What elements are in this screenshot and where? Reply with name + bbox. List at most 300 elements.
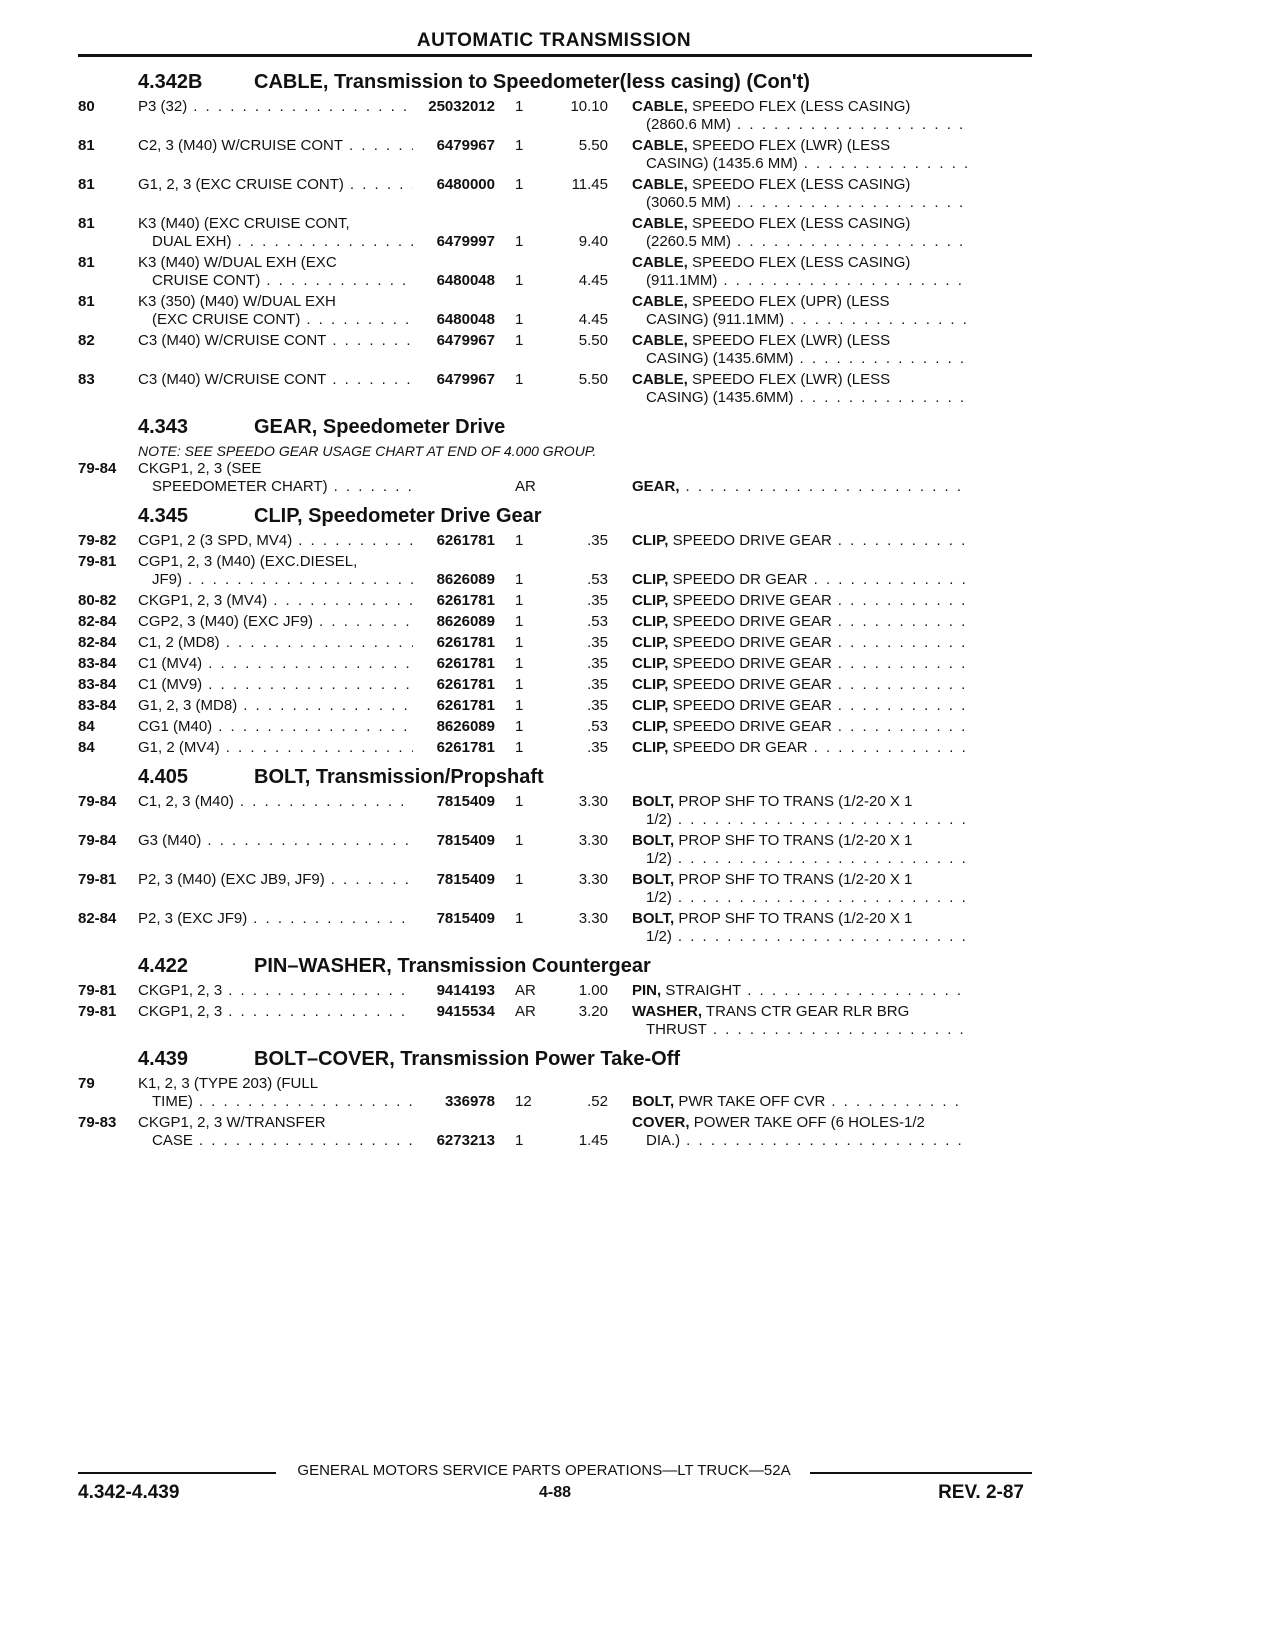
description [608, 155, 968, 173]
description-line [632, 371, 968, 389]
description-text [632, 332, 890, 350]
dot-leader [182, 571, 413, 589]
part-number [413, 478, 495, 496]
application-line [138, 460, 413, 478]
description-text [632, 910, 912, 928]
dot-leader [672, 889, 968, 907]
description-body: SPEEDO DRIVE GEAR [672, 613, 832, 630]
application [138, 718, 413, 736]
model-year: 81 [78, 137, 95, 154]
application-line [138, 215, 413, 233]
application-text: G1, 2, 3 (MD8) [138, 697, 238, 714]
application [138, 850, 413, 868]
description-keyword: CABLE, [632, 98, 688, 115]
description-body: PROP SHF TO TRANS (1/2-20 X 1 [678, 832, 913, 849]
part-number [413, 293, 495, 311]
application-line [138, 332, 413, 350]
quantity: 1 [515, 311, 524, 328]
application [138, 215, 413, 233]
quantity: 1 [515, 910, 524, 927]
description-keyword: COVER, [632, 1114, 690, 1131]
part-row-line [78, 137, 1038, 155]
application-text: G1, 2 (MV4) [138, 739, 220, 756]
model-year: 84 [78, 739, 95, 756]
description-body: SPEEDO DR GEAR [672, 739, 808, 756]
price: 4.45 [578, 272, 608, 289]
quantity [495, 1021, 543, 1039]
description [608, 176, 968, 194]
quantity: 1 [515, 532, 524, 549]
application [138, 155, 413, 173]
model-year [78, 1021, 138, 1039]
application-text: CGP2, 3 (M40) (EXC JF9) [138, 613, 314, 630]
application-text: JF9) [152, 571, 182, 588]
part-number: 8626089 [436, 718, 495, 735]
section-note: NOTE: SEE SPEEDO GEAR USAGE CHART AT END OF 4.000 GROUP. [138, 443, 597, 459]
dot-leader [234, 793, 413, 811]
model-year [78, 811, 138, 829]
dot-leader [193, 1093, 413, 1111]
revision-label: REV. 2-87 [938, 1482, 1024, 1503]
application [138, 571, 413, 589]
description-line [632, 233, 968, 251]
description [608, 254, 968, 272]
application-line [138, 982, 413, 1000]
application-text: C3 (M40) W/CRUISE CONT [138, 332, 327, 349]
dot-leader [326, 371, 413, 389]
section-number: 4.439 [138, 1048, 189, 1070]
description [608, 982, 968, 1000]
dot-leader [784, 311, 968, 329]
section-heading [78, 1047, 1038, 1071]
description-text [632, 254, 910, 272]
description-text [632, 571, 808, 589]
model-year: 80-82 [78, 592, 117, 609]
description-body: CASING) (1435.6 MM) [646, 155, 798, 172]
footer-rule-right [810, 1472, 1032, 1474]
part-row-line [78, 889, 1038, 907]
part-row-line [78, 98, 1038, 116]
application-line [138, 553, 413, 571]
description-body: THRUST [646, 1021, 707, 1038]
description-line [632, 889, 968, 907]
quantity [495, 928, 543, 946]
description-text [646, 811, 672, 829]
application [138, 1093, 413, 1111]
application-text: C2, 3 (M40) W/CRUISE CONT [138, 137, 344, 154]
quantity [495, 1075, 543, 1093]
description-body: (2260.5 MM) [646, 233, 732, 250]
description-line [632, 634, 968, 652]
description-line [632, 98, 968, 116]
application-text: C1, 2, 3 (M40) [138, 793, 234, 810]
quantity [495, 460, 543, 478]
model-year: 83-84 [78, 697, 117, 714]
description-text [632, 592, 832, 610]
description-text [646, 1132, 680, 1150]
description-text [632, 1114, 925, 1132]
part-row-line [78, 272, 1038, 290]
description-keyword: CLIP, [632, 634, 669, 651]
dot-leader [794, 350, 968, 368]
description [608, 928, 968, 946]
section-number: 4.342B [138, 71, 203, 93]
description-line [632, 254, 968, 272]
application-text: K3 (M40) (EXC CRUISE CONT, [138, 215, 350, 232]
application [138, 676, 413, 694]
application [138, 793, 413, 811]
application [138, 1075, 413, 1093]
application-line [138, 98, 413, 116]
part-number [413, 553, 495, 571]
application [138, 311, 413, 329]
price: 5.50 [578, 137, 608, 154]
description [608, 739, 968, 757]
application [138, 634, 413, 652]
description-body: PWR TAKE OFF CVR [678, 1093, 826, 1110]
part-row-line [78, 332, 1038, 350]
model-year: 81 [78, 293, 95, 310]
description-body: SPEEDO DRIVE GEAR [672, 697, 832, 714]
quantity: AR [515, 1003, 536, 1020]
dot-leader [794, 389, 968, 407]
dot-leader [672, 811, 968, 829]
part-number [413, 116, 495, 134]
quantity [495, 1114, 543, 1132]
dot-leader [808, 739, 968, 757]
description [608, 1021, 968, 1039]
part-number: 6479997 [436, 233, 495, 250]
application-text: C1 (MV4) [138, 655, 203, 672]
description-text [632, 613, 832, 631]
description-body: SPEEDO DRIVE GEAR [672, 532, 832, 549]
price [543, 478, 608, 496]
application-line [138, 697, 413, 715]
price: 5.50 [578, 332, 608, 349]
part-row-line [78, 850, 1038, 868]
price: .35 [587, 634, 608, 651]
description-body: PROP SHF TO TRANS (1/2-20 X 1 [678, 871, 913, 888]
application-text: CGP1, 2, 3 (M40) (EXC.DIESEL, [138, 553, 358, 570]
application-text: CRUISE CONT) [152, 272, 261, 289]
application [138, 592, 413, 610]
dot-leader [798, 155, 968, 173]
dot-leader [672, 928, 968, 946]
page-title: AUTOMATIC TRANSMISSION [416, 30, 692, 51]
dot-leader [222, 1003, 413, 1021]
price [543, 215, 608, 233]
application-text: C1, 2 (MD8) [138, 634, 220, 651]
description [608, 592, 968, 610]
description-body: 1/2) [646, 889, 672, 906]
part-row-line [78, 254, 1038, 272]
description-text [646, 889, 672, 907]
description-body: DIA.) [646, 1132, 681, 1149]
part-row-line [78, 592, 1038, 610]
description-line [632, 850, 968, 868]
application [138, 982, 413, 1000]
section-title: PIN–WASHER, Transmission Countergear [254, 955, 651, 977]
dot-leader [741, 982, 968, 1000]
description-keyword: BOLT, [632, 832, 675, 849]
part-row-line [78, 553, 1038, 571]
application-text: K1, 2, 3 (TYPE 203) (FULL [138, 1075, 319, 1092]
description-line [632, 613, 968, 631]
description-body: SPEEDO FLEX (LWR) (LESS [692, 332, 891, 349]
part-number: 9415534 [436, 1003, 495, 1020]
part-number [413, 194, 495, 212]
quantity: 1 [515, 871, 524, 888]
dot-leader [260, 272, 413, 290]
description [608, 137, 968, 155]
price: 3.30 [578, 910, 608, 927]
description-line [632, 1003, 968, 1021]
description-text [632, 982, 741, 1000]
application-text: CG1 (M40) [138, 718, 213, 735]
price [543, 293, 608, 311]
description-line [632, 137, 968, 155]
description [608, 571, 968, 589]
price [543, 850, 608, 868]
model-year [78, 571, 138, 589]
description-line [632, 697, 968, 715]
application-line [138, 676, 413, 694]
description [608, 553, 968, 571]
application-line [138, 176, 413, 194]
application-line [138, 832, 413, 850]
description-line [632, 116, 968, 134]
description-body: (2860.6 MM) [646, 116, 732, 133]
description [608, 613, 968, 631]
application [138, 697, 413, 715]
application-line [138, 478, 413, 496]
model-year [78, 155, 138, 173]
application-text: G3 (M40) [138, 832, 202, 849]
section-number: 4.345 [138, 505, 189, 527]
description-keyword: CLIP, [632, 532, 669, 549]
description-body: SPEEDO FLEX (UPR) (LESS [692, 293, 890, 310]
part-row-line [78, 460, 1038, 478]
dot-leader [237, 697, 413, 715]
application [138, 176, 413, 194]
application-text: K3 (M40) W/DUAL EXH (EXC [138, 254, 337, 271]
description [608, 1075, 968, 1093]
dot-leader [832, 613, 968, 631]
description-line [632, 571, 968, 589]
quantity [495, 254, 543, 272]
part-row-line [78, 155, 1038, 173]
application [138, 655, 413, 673]
description-text [632, 98, 910, 116]
model-year [78, 116, 138, 134]
quantity: 1 [515, 697, 524, 714]
quantity [495, 389, 543, 407]
description [608, 850, 968, 868]
part-number [413, 811, 495, 829]
application [138, 332, 413, 350]
model-year: 79 [78, 1075, 95, 1092]
dot-leader [344, 176, 413, 194]
description-body: 1/2) [646, 811, 672, 828]
model-year: 82 [78, 332, 95, 349]
application-line [138, 634, 413, 652]
part-row-line [78, 371, 1038, 389]
dot-leader [832, 655, 968, 673]
model-year: 80 [78, 98, 95, 115]
description-body: CASING) (1435.6MM) [646, 350, 794, 367]
description [608, 871, 968, 889]
application-line [138, 532, 413, 550]
quantity [495, 215, 543, 233]
part-row-line [78, 311, 1038, 329]
part-row-line [78, 176, 1038, 194]
description-body: SPEEDO FLEX (LESS CASING) [692, 215, 911, 232]
part-row-line [78, 697, 1038, 715]
quantity [495, 194, 543, 212]
description [608, 832, 968, 850]
description-body: SPEEDO DRIVE GEAR [672, 718, 832, 735]
application-text: P2, 3 (M40) (EXC JB9, JF9) [138, 871, 325, 888]
part-number: 336978 [444, 1093, 495, 1110]
description-body: (3060.5 MM) [646, 194, 732, 211]
description [608, 272, 968, 290]
dot-leader [300, 311, 413, 329]
application-text: CASE [152, 1132, 193, 1149]
dot-leader [731, 233, 968, 251]
description-line [632, 655, 968, 673]
section-title: GEAR, Speedometer Drive [254, 416, 506, 438]
description-keyword: PIN, [632, 982, 662, 999]
application [138, 1003, 413, 1021]
section-number: 4.343 [138, 416, 189, 438]
description-body: SPEEDO DRIVE GEAR [672, 655, 832, 672]
part-number: 6261781 [436, 592, 495, 609]
description [608, 311, 968, 329]
description-keyword: BOLT, [632, 1093, 675, 1110]
quantity: 1 [515, 718, 524, 735]
description-keyword: WASHER, [632, 1003, 703, 1020]
description-line [632, 311, 968, 329]
quantity: 1 [515, 634, 524, 651]
part-row-line [78, 1093, 1038, 1111]
dot-leader [832, 592, 968, 610]
dot-leader [343, 137, 413, 155]
part-row-line [78, 233, 1038, 251]
description-line [632, 1021, 968, 1039]
description-text [646, 272, 717, 290]
section-number: 4.422 [138, 955, 189, 977]
description-line [632, 910, 968, 928]
section-heading [78, 70, 1038, 94]
application-text: (EXC CRUISE CONT) [152, 311, 301, 328]
part-number: 6261781 [436, 739, 495, 756]
section-title: CLIP, Speedometer Drive Gear [254, 505, 542, 527]
description-text [646, 389, 794, 407]
description-text [632, 634, 832, 652]
dot-leader [832, 634, 968, 652]
description [608, 1003, 968, 1021]
model-year: 82-84 [78, 613, 117, 630]
description [608, 1093, 968, 1111]
description [608, 634, 968, 652]
part-number: 6261781 [436, 697, 495, 714]
description [608, 889, 968, 907]
dot-leader [731, 116, 968, 134]
part-number [413, 928, 495, 946]
dot-leader [292, 532, 413, 550]
price: 10.10 [570, 98, 608, 115]
application [138, 254, 413, 272]
part-row-line [78, 1132, 1038, 1150]
description-text [632, 293, 890, 311]
application-text: C1 (MV9) [138, 676, 203, 693]
description-line [632, 478, 968, 496]
dot-leader [325, 871, 413, 889]
application [138, 233, 413, 251]
description [608, 910, 968, 928]
part-number: 8626089 [436, 571, 495, 588]
application [138, 194, 413, 212]
model-year: 81 [78, 254, 95, 271]
description-text [646, 928, 672, 946]
application-text: CKGP1, 2, 3 W/TRANSFER [138, 1114, 326, 1131]
description-keyword: BOLT, [632, 871, 675, 888]
part-number [413, 1114, 495, 1132]
part-row-line [78, 676, 1038, 694]
model-year: 81 [78, 215, 95, 232]
description-line [632, 272, 968, 290]
description-line [632, 982, 968, 1000]
application [138, 928, 413, 946]
application [138, 832, 413, 850]
application-line [138, 1075, 413, 1093]
quantity: 1 [515, 233, 524, 250]
quantity: 1 [515, 371, 524, 388]
description-body: SPEEDO FLEX (LESS CASING) [692, 254, 911, 271]
model-year [78, 194, 138, 212]
price [543, 1114, 608, 1132]
application [138, 910, 413, 928]
application [138, 1021, 413, 1039]
description-text [646, 311, 784, 329]
description [608, 811, 968, 829]
application-text: CGP1, 2 (3 SPD, MV4) [138, 532, 293, 549]
part-number [413, 155, 495, 173]
quantity [495, 293, 543, 311]
application [138, 811, 413, 829]
model-year [78, 272, 138, 290]
quantity [495, 850, 543, 868]
description-line [632, 350, 968, 368]
model-year: 79-84 [78, 832, 117, 849]
application [138, 350, 413, 368]
model-year: 79-82 [78, 532, 117, 549]
description-body: TRANS CTR GEAR RLR BRG [705, 1003, 910, 1020]
description-keyword: CABLE, [632, 176, 688, 193]
part-number: 6479967 [436, 332, 495, 349]
description-line [632, 928, 968, 946]
price [543, 460, 608, 478]
description-line [632, 592, 968, 610]
part-row-line [78, 1003, 1038, 1021]
price: .35 [587, 592, 608, 609]
dot-leader [832, 532, 968, 550]
page-number: 4-88 [538, 1484, 572, 1501]
part-number: 7815409 [436, 832, 495, 849]
application [138, 532, 413, 550]
footer-rule-left [78, 1472, 276, 1474]
description [608, 676, 968, 694]
